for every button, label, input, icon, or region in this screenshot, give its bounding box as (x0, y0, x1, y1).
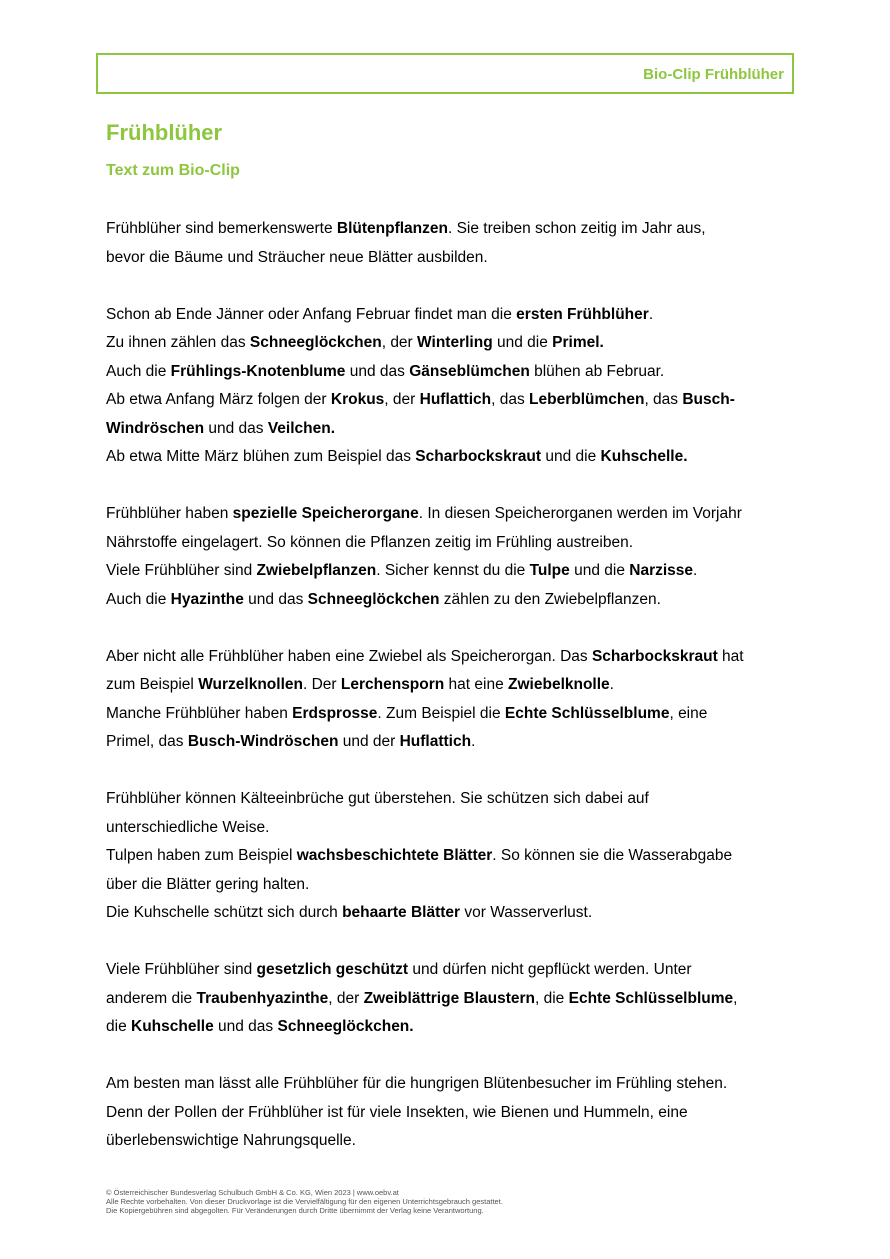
header-box (96, 53, 794, 94)
bold-term: Zweiblättrige Blaustern (363, 989, 535, 1007)
bold-term: Primel. (552, 334, 604, 351)
text-line (106, 386, 796, 415)
paragraph (106, 215, 796, 272)
text-segment: , das (644, 391, 683, 408)
text-line (106, 956, 796, 985)
bold-term: Huflattich (399, 733, 472, 750)
bold-term: Scharbockskraut (415, 448, 542, 465)
text-line (106, 728, 796, 757)
text-segment: bevor die Bäume und Sträucher neue Blätter ausbilden. (106, 248, 488, 266)
bold-term: Windröschen (106, 419, 205, 437)
text-segment: blühen ab Februar. (529, 362, 665, 380)
bold-term: gesetzlich geschützt (256, 961, 409, 978)
text-segment: Tulpen haben zum Beispiel (106, 847, 297, 864)
text-segment: und die (492, 334, 553, 351)
text-segment: und die (569, 562, 630, 579)
text-segment: Frühblüher können Kälteeinbrüche gut überstehen. Sie schützen sich dabei auf (106, 790, 649, 807)
text-segment: . (609, 676, 614, 693)
bold-term: Echte Schlüsselblume (568, 989, 734, 1007)
text-segment: , der (381, 334, 418, 351)
bold-term: Gänseblümchen (409, 362, 530, 380)
text-segment: . So können sie die Wasserabgabe (492, 847, 733, 864)
text-segment: , der (328, 989, 364, 1007)
text-segment: Ab etwa Anfang März folgen der (106, 391, 331, 408)
text-segment: Ab etwa Mitte März blühen zum Beispiel das (106, 448, 416, 465)
bold-term: Schneeglöckchen (249, 334, 382, 351)
text-line (106, 301, 796, 330)
bold-term: Winterling (417, 334, 493, 351)
text-segment: Schon ab Ende Jänner oder Anfang Februar findet man die (106, 305, 517, 323)
text-segment: Zu ihnen zählen das (106, 334, 250, 351)
text-segment: vor Wasserverlust. (460, 904, 593, 921)
bold-term: Busch-Windröschen (187, 733, 339, 750)
paragraph (106, 1070, 796, 1156)
bold-term: Kuhschelle (131, 1018, 214, 1035)
text-segment: und dürfen nicht gepflückt werden. Unter (408, 961, 692, 978)
text-line (106, 871, 796, 900)
text-line (106, 329, 796, 358)
bold-term: Kuhschelle. (600, 448, 688, 465)
text-segment: . (471, 733, 476, 750)
bold-term: Scharbockskraut (591, 647, 718, 665)
text-line (106, 700, 796, 729)
text-segment: Die Kuhschelle schützt sich durch (106, 904, 343, 921)
footer-line: © Österreichischer Bundesverlag Schulbuch GmbH & Co. KG, Wien 2023 | www.oebv.at (106, 1188, 399, 1197)
page-subtitle: Text zum Bio-Clip (106, 162, 240, 179)
text-line (106, 1099, 796, 1128)
text-segment: zählen zu den Zwiebelpflanzen. (439, 590, 661, 608)
text-line (106, 215, 796, 244)
text-line (106, 557, 796, 586)
bold-term: wachsbeschichtete Blätter (296, 847, 493, 864)
bold-term: Busch- (682, 391, 735, 408)
text-segment: zum Beispiel (106, 676, 199, 693)
footer (106, 1188, 503, 1216)
bold-term: spezielle Speicherorgane (232, 505, 419, 522)
text-line (106, 529, 796, 558)
text-segment: . (648, 305, 654, 323)
bold-term: Tulpe (529, 562, 570, 579)
page-title: Frühblüher (106, 120, 223, 145)
text-segment: , die (535, 989, 569, 1007)
text-segment: und das (345, 362, 410, 380)
text-segment: und die (541, 448, 601, 465)
text-segment: Manche Frühblüher haben (106, 704, 293, 722)
text-segment: und das (243, 590, 308, 608)
bold-term: Huflattich (419, 391, 492, 408)
footer-line: Die Kopiergebühren sind abgegolten. Für Veränderungen durch Dritte übernimmt der Verlag keine Verantwortung. (106, 1206, 484, 1216)
text-line (106, 671, 796, 700)
text-segment: und das (204, 419, 268, 437)
bold-term: behaarte Blätter (342, 904, 461, 921)
bold-term: Hyazinthe (170, 590, 244, 608)
bold-term: Zwiebelpflanzen (256, 562, 377, 579)
text-segment: . (693, 562, 698, 579)
text-line (106, 244, 796, 273)
text-segment: über die Blätter gering halten. (106, 875, 310, 893)
text-segment: Denn der Pollen der Frühblüher ist für viele Insekten, wie Bienen und Hummeln, eine (106, 1103, 688, 1121)
text-segment: Aber nicht alle Frühblüher haben eine Zwiebel als Speicherorgan. Das (106, 647, 592, 665)
text-line (106, 985, 796, 1014)
text-segment: Primel, das (106, 733, 188, 750)
text-line (106, 500, 796, 529)
body-text (106, 215, 796, 1184)
paragraph (106, 785, 796, 928)
text-segment: Frühblüher sind bemerkenswerte (106, 220, 337, 237)
bold-term: Erdsprosse (292, 704, 378, 722)
text-segment: Viele Frühblüher sind (106, 961, 257, 978)
bold-term: Schneeglöckchen (307, 590, 440, 608)
text-line (106, 899, 796, 928)
text-segment: Auch die (106, 590, 171, 608)
text-segment: , eine (669, 704, 708, 722)
text-segment: . In diesen Speicherorganen werden im Vorjahr (418, 505, 742, 522)
text-line (106, 358, 796, 387)
text-segment: Am besten man lässt alle Frühblüher für die hungrigen Blütenbesucher im Frühling stehen. (106, 1075, 728, 1092)
bold-term: Narzisse (629, 562, 694, 579)
bold-term: Veilchen. (267, 419, 336, 437)
text-line (106, 785, 796, 814)
paragraph (106, 301, 796, 472)
bold-term: Leberblümchen (529, 391, 645, 408)
text-segment: . Sicher kennst du die (376, 562, 530, 579)
text-segment: Frühblüher haben (106, 505, 233, 522)
text-segment: und das (213, 1018, 278, 1035)
text-segment: Auch die (106, 362, 171, 380)
bold-term: Wurzelknollen (198, 676, 303, 693)
text-segment: hat eine (444, 676, 509, 693)
bold-term: Schneeglöckchen. (277, 1018, 414, 1035)
text-segment: unterschiedliche Weise. (106, 818, 270, 836)
text-line (106, 814, 796, 843)
text-segment: Nährstoffe eingelagert. So können die Pflanzen zeitig im Frühling austreiben. (106, 533, 634, 551)
bold-term: Frühlings-Knotenblume (170, 362, 346, 380)
text-segment: . Der (302, 676, 341, 693)
text-segment: , das (491, 391, 530, 408)
header-title: Bio-Clip Frühblüher (643, 66, 784, 83)
text-segment: , der (384, 391, 420, 408)
text-segment: . Zum Beispiel die (377, 704, 505, 722)
bold-term: Krokus (330, 391, 385, 408)
text-segment: überlebenswichtige Nahrungsquelle. (106, 1132, 356, 1149)
text-line (106, 586, 796, 615)
text-line (106, 1127, 796, 1156)
text-line (106, 643, 796, 672)
text-line (106, 1013, 796, 1042)
bold-term: Lerchensporn (340, 676, 445, 693)
text-segment: hat (717, 647, 744, 665)
text-segment: anderem die (106, 989, 197, 1007)
paragraph (106, 956, 796, 1042)
text-segment: Viele Frühblüher sind (106, 562, 257, 579)
bold-term: ersten Frühblüher (516, 305, 649, 323)
text-line (106, 1070, 796, 1099)
bold-term: Traubenhyazinthe (196, 989, 329, 1007)
text-segment: , (733, 989, 738, 1007)
bold-term: Echte Schlüsselblume (504, 704, 670, 722)
text-line (106, 842, 796, 871)
text-line (106, 415, 796, 444)
paragraph (106, 643, 796, 757)
text-segment: die (106, 1018, 131, 1035)
text-segment: und der (338, 733, 400, 750)
text-segment: . Sie treiben schon zeitig im Jahr aus, (447, 220, 706, 237)
paragraph (106, 500, 796, 614)
footer-line: Alle Rechte vorbehalten. Von dieser Druckvorlage ist die Vervielfältigung für den eigenen Unterrichtsgebrauch gestattet. (106, 1197, 503, 1207)
bold-term: Blütenpflanzen (336, 220, 448, 237)
text-line (106, 443, 796, 472)
bold-term: Zwiebelknolle (508, 676, 610, 693)
